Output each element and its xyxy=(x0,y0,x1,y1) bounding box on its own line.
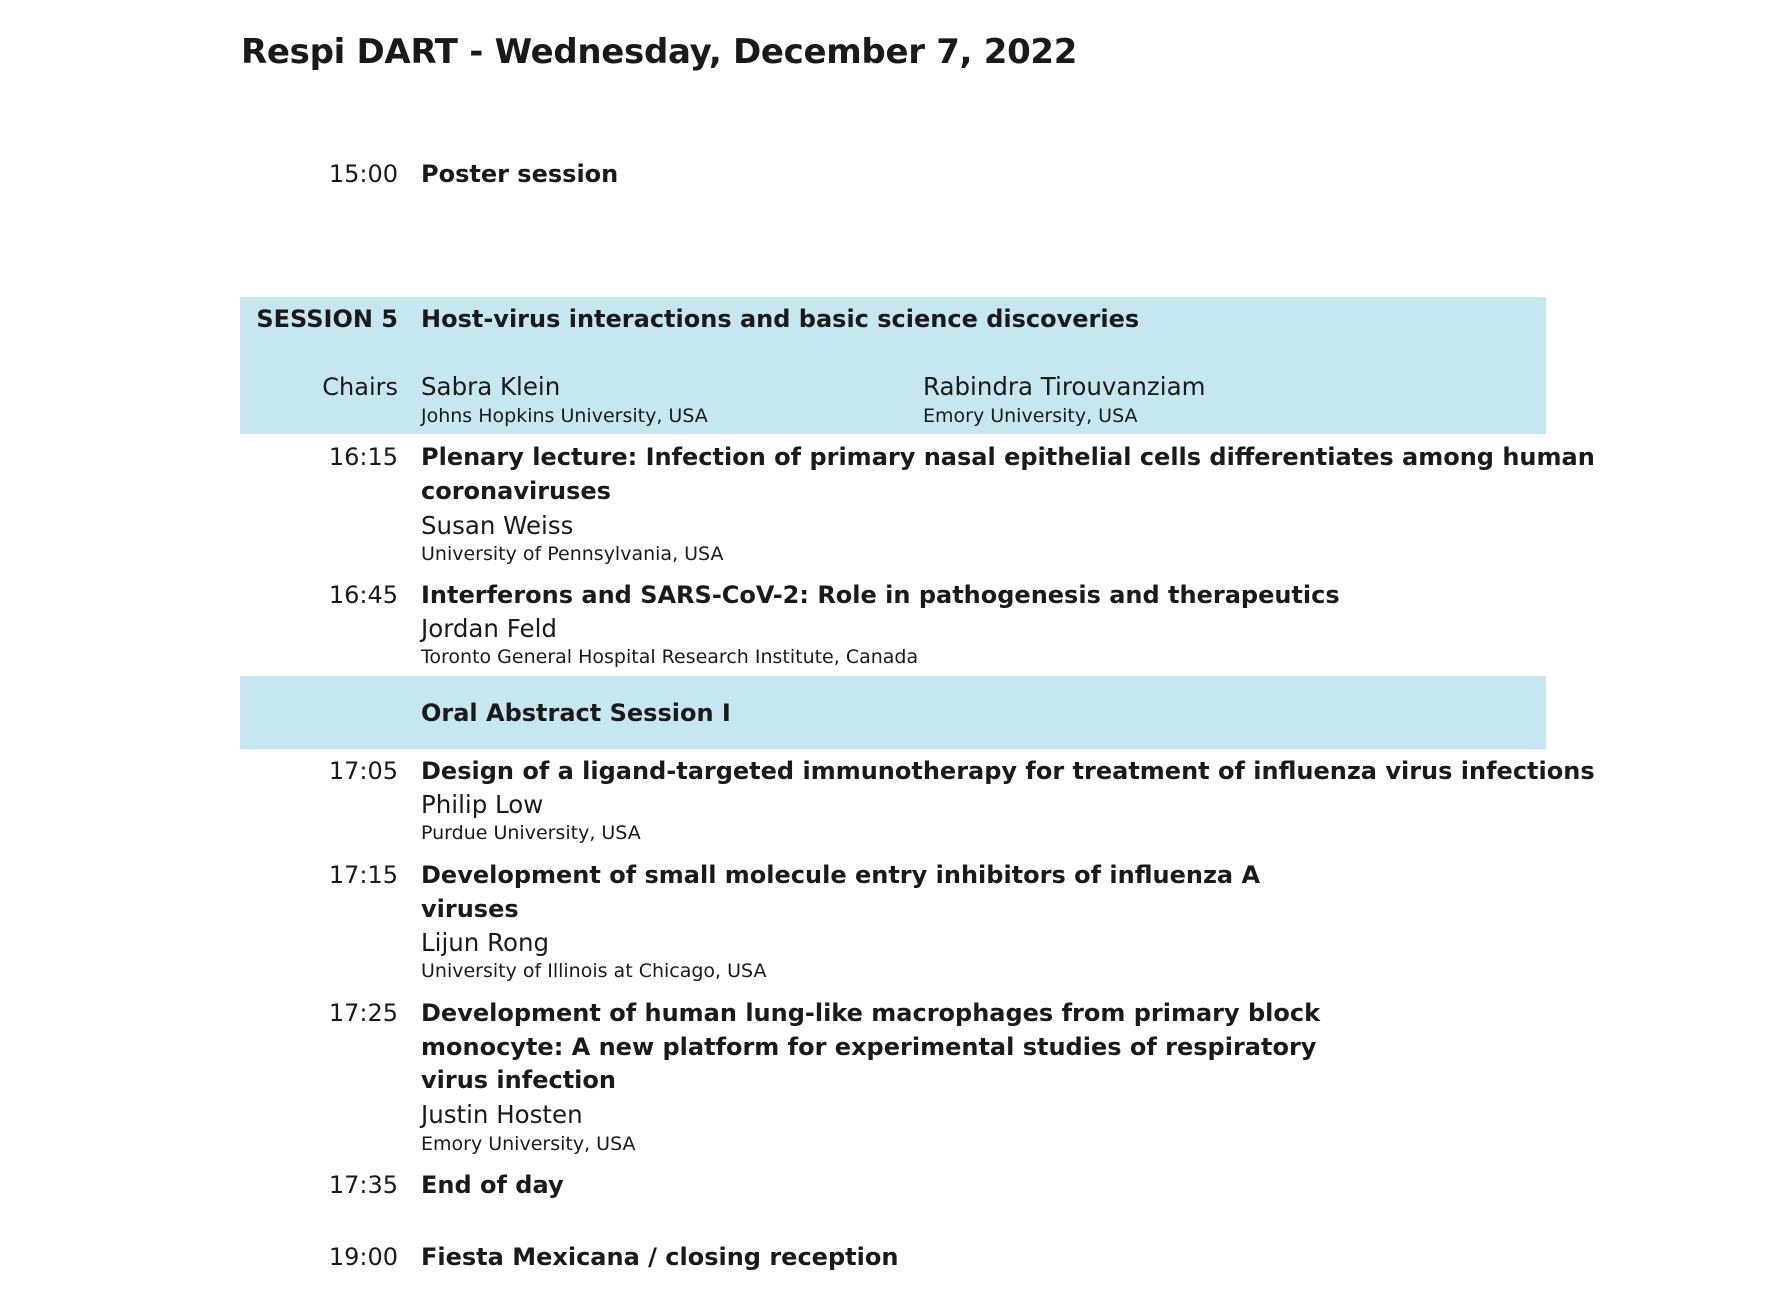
talk-title-line: Interferons and SARS-CoV-2: Role in pathogenesis and therapeutics xyxy=(421,581,1340,609)
chair-1-affiliation: Johns Hopkins University, USA xyxy=(421,405,708,427)
talk-title-line: virus infection xyxy=(421,1066,616,1094)
talk-time: 16:15 xyxy=(328,443,398,471)
talk-speaker: Susan Weiss xyxy=(421,511,574,540)
chair-2-name: Rabindra Tirouvanziam xyxy=(923,372,1206,401)
talk-title-line: Development of human lung-like macrophages from primary block xyxy=(421,999,1321,1027)
chairs-label: Chairs xyxy=(322,373,398,401)
reception-title: Fiesta Mexicana / closing reception xyxy=(421,1243,899,1271)
chair-2-affiliation: Emory University, USA xyxy=(923,405,1138,427)
talk-time: 17:15 xyxy=(328,861,398,889)
talk-title-line: viruses xyxy=(421,895,519,923)
talk-time: 16:45 xyxy=(328,581,398,609)
session-5-label: SESSION 5 xyxy=(256,305,398,333)
talk-speaker: Lijun Rong xyxy=(421,928,550,957)
talk-speaker: Philip Low xyxy=(421,790,544,819)
talk-title-line: monocyte: A new platform for experimental studies of respiratory xyxy=(421,1033,1317,1061)
talk-title-line: Design of a ligand-targeted immunotherapy for treatment of influenza virus infections xyxy=(421,757,1595,785)
talk-affiliation: Emory University, USA xyxy=(421,1133,636,1155)
talk-time: 17:25 xyxy=(328,999,398,1027)
talk-title-line: coronaviruses xyxy=(421,477,611,505)
poster-time: 15:00 xyxy=(328,160,398,188)
talk-speaker: Jordan Feld xyxy=(421,614,557,643)
talk-title-line: Development of small molecule entry inhibitors of influenza A xyxy=(421,861,1261,889)
talk-affiliation: Purdue University, USA xyxy=(421,822,641,844)
talk-time: 17:05 xyxy=(328,757,398,785)
talk-affiliation: Toronto General Hospital Research Institute, Canada xyxy=(421,646,919,668)
session-5-title: Host-virus interactions and basic science discoveries xyxy=(421,305,1140,333)
end-of-day-time: 17:35 xyxy=(328,1171,398,1199)
reception-time: 19:00 xyxy=(328,1243,398,1271)
talk-speaker: Justin Hosten xyxy=(421,1100,583,1129)
page-title: Respi DART - Wednesday, December 7, 2022 xyxy=(241,32,1078,72)
talk-affiliation: University of Illinois at Chicago, USA xyxy=(421,960,767,982)
poster-title: Poster session xyxy=(421,160,619,188)
end-of-day-title: End of day xyxy=(421,1171,564,1199)
chair-1-name: Sabra Klein xyxy=(421,372,561,401)
talk-title-line: Plenary lecture: Infection of primary nasal epithelial cells differentiates among human xyxy=(421,443,1595,471)
talk-affiliation: University of Pennsylvania, USA xyxy=(421,543,724,565)
oral-session-title: Oral Abstract Session I xyxy=(421,699,731,727)
